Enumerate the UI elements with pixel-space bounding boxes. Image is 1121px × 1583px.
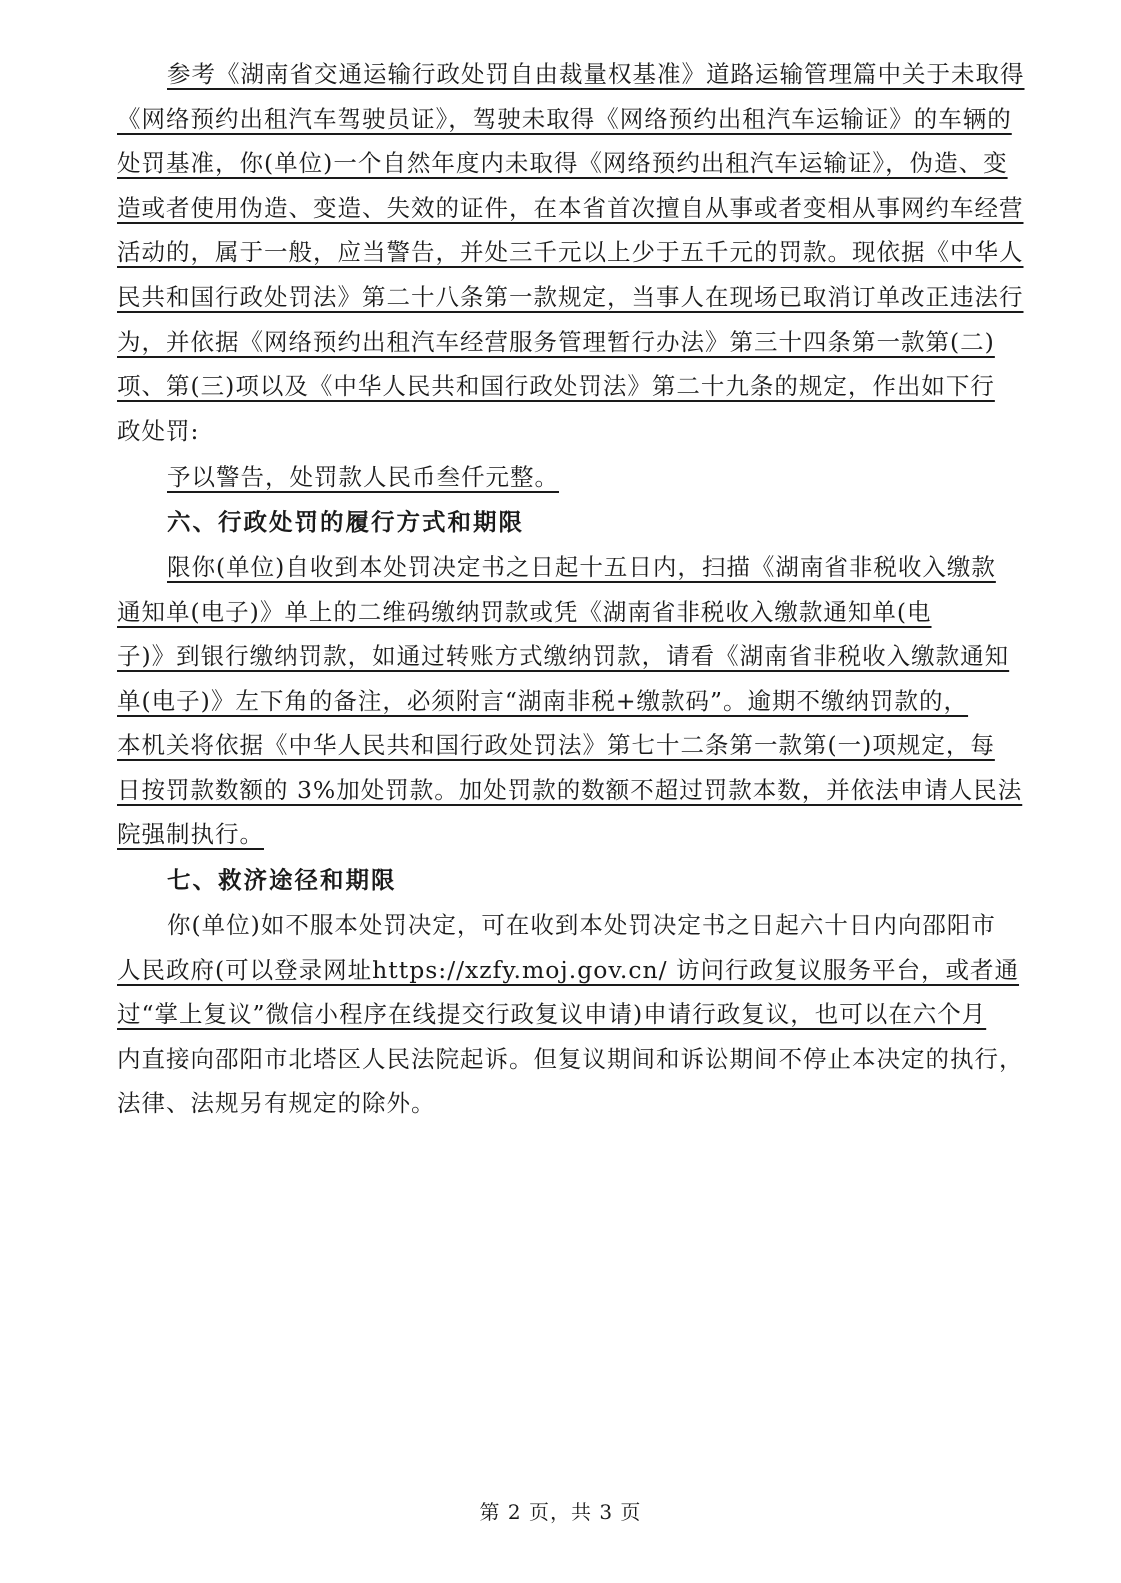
paragraph-3-line-3: 过“掌上复议”微信小程序在线提交行政复议申请)申请行政复议，也可以在六个月 [117,1000,987,1028]
paragraph-2-line-3: 子)》到银行缴纳罚款，如通过转账方式缴纳罚款，请看《湖南省非税收入缴款通知 [117,642,1010,670]
paragraph-1-line-4: 造或者使用伪造、变造、失效的证件，在本省首次擅自从事或者变相从事网约车经营 [117,194,1024,222]
page-footer: 第 2 页，共 3 页 [479,1500,642,1524]
paragraph-2-line-4: 单(电子)》左下角的备注，必须附言“湖南非税+缴款码”。逾期不缴纳罚款的， [117,687,969,715]
paragraph-1-line-5: 活动的，属于一般，应当警告，并处三千元以上少于五千元的罚款。现依据《中华人 [117,238,1024,266]
penalty-line: 予以警告，处罚款人民币叁仟元整。 [167,463,559,491]
paragraph-1-line-8: 项、第(三)项以及《中华人民共和国行政处罚法》第二十九条的规定，作出如下行 [117,372,995,400]
paragraph-2-line-2: 通知单(电子)》单上的二维码缴纳罚款或凭《湖南省非税收入缴款通知单(电 [117,598,932,626]
paragraph-3-line-1: 你(单位)如不服本处罚决定，可在收到本处罚决定书之日起六十日内向邵阳市 [167,911,996,939]
paragraph-2-line-7: 院强制执行。 [117,820,264,848]
section-6-title: 六、行政处罚的履行方式和期限 [167,508,524,536]
paragraph-1-line-9: 政处罚: [117,417,200,445]
paragraph-1-line-1: 参考《湖南省交通运输行政处罚自由裁量权基准》道路运输管理篇中关于未取得 [167,60,1025,88]
paragraph-1-line-3: 处罚基准，你(单位)一个自然年度内未取得《网络预约出租汽车运输证》，伪造、变 [117,149,1008,177]
paragraph-1-line-2: 《网络预约出租汽车驾驶员证》，驾驶未取得《网络预约出租汽车运输证》的车辆的 [117,105,1012,133]
paragraph-1-line-7: 为，并依据《网络预约出租汽车经营服务管理暂行办法》第三十四条第一款第(二) [117,328,995,356]
paragraph-2-line-6: 日按罚款数额的 3%加处罚款。加处罚款的数额不超过罚款本数，并依法申请人民法 [117,776,1023,804]
paragraph-2-line-5: 本机关将依据《中华人民共和国行政处罚法》第七十二条第一款第(一)项规定，每 [117,731,995,759]
paragraph-3-line-5: 法律、法规另有规定的除外。 [117,1089,436,1117]
paragraph-1-line-6: 民共和国行政处罚法》第二十八条第一款规定，当事人在现场已取消订单改正违法行 [117,283,1024,311]
paragraph-3-line-4: 内直接向邵阳市北塔区人民法院起诉。但复议期间和诉讼期间不停止本决定的执行， [117,1045,1024,1073]
paragraph-3-line-2: 人民政府(可以登录网址https://xzfy.moj.gov.cn/ 访问行政复议服务平台，或者通 [117,956,1020,984]
paragraph-2-line-1: 限你(单位)自收到本处罚决定书之日起十五日内，扫描《湖南省非税收入缴款 [167,553,996,581]
section-7-title: 七、救济途径和期限 [167,866,397,894]
